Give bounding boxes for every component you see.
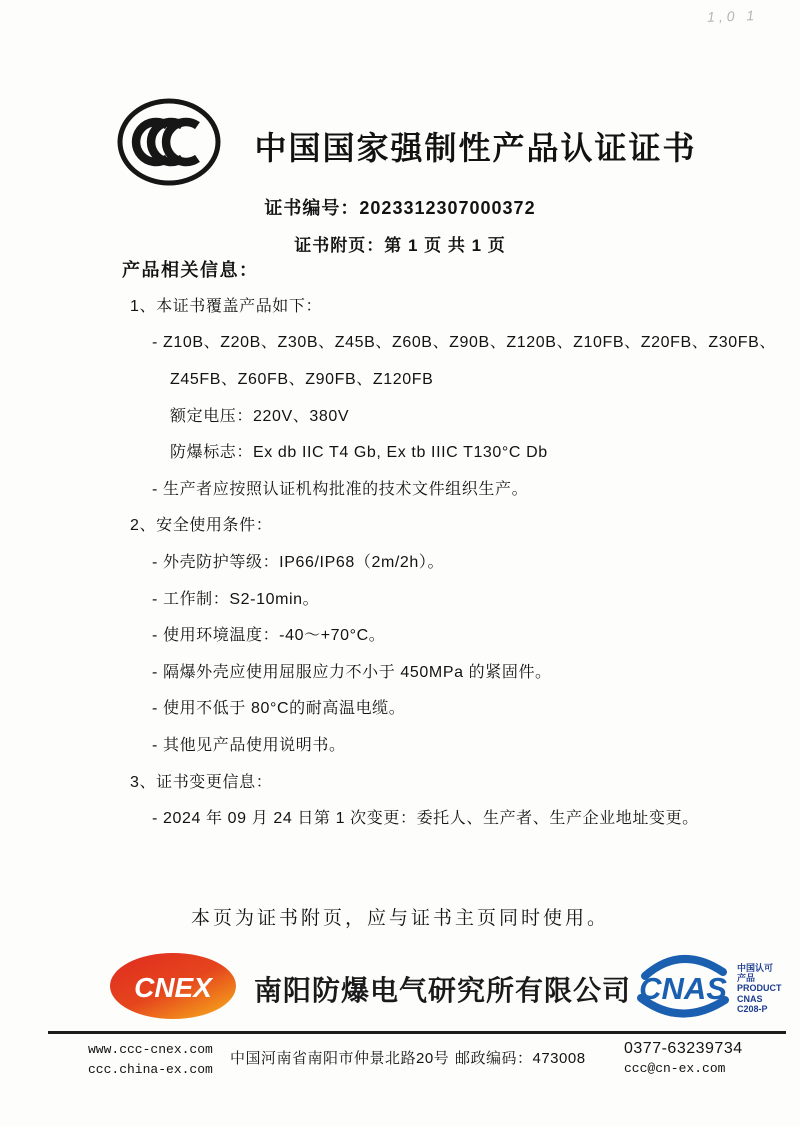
svg-text:CNEX: CNEX — [134, 972, 212, 1003]
handwritten-corner-mark: 1,0 1 — [706, 7, 759, 25]
body-line: - 其他见产品使用说明书。 — [152, 736, 346, 754]
body-line: Z45FB、Z60FB、Z90FB、Z120FB — [170, 370, 434, 388]
svg-text:CNAS: CNAS — [639, 971, 727, 1006]
cnas-caption-line: 中国认可 — [737, 962, 774, 973]
body-line: 2、安全使用条件： — [130, 517, 273, 535]
body-line: 3、证书变更信息： — [130, 773, 273, 791]
company-name: 南阳防爆电气研究所有限公司 — [254, 974, 632, 1006]
header — [116, 96, 705, 195]
footer-contact — [624, 1038, 743, 1079]
body-line: - 隔爆外壳应使用屈服应力不小于 450MPa 的紧固件。 — [152, 663, 552, 681]
body-line: - Z10B、Z20B、Z30B、Z45B、Z60B、Z90B、Z120B、Z10FB、Z20FB、Z30FB、 — [152, 334, 777, 352]
body-line: - 使用环境温度：-40～+70°C。 — [152, 627, 386, 645]
body-line: 1、本证书覆盖产品如下： — [130, 297, 323, 315]
cnas-caption-line: CNAS C208-P — [737, 993, 768, 1015]
cnas-logo — [631, 950, 782, 1027]
body-line: 防爆标志：Ex db IIC T4 Gb, Ex tb IIIC T130°C Db — [170, 444, 548, 462]
cnex-logo-icon — [108, 951, 238, 1026]
footer — [0, 1038, 800, 1098]
cnas-logo-icon — [631, 950, 735, 1027]
footer-postal-code: 邮政编码：473008 — [455, 1050, 586, 1067]
cnas-caption — [737, 963, 782, 1015]
website-primary: www.ccc-cnex.com — [88, 1042, 213, 1057]
footer-email: ccc@cn-ex.com — [624, 1061, 726, 1077]
document-title: 中国国家强制性产品认证证书 — [254, 129, 697, 166]
footer-websites — [88, 1040, 213, 1080]
certificate-number: 证书编号：2023312307000372 — [264, 198, 536, 218]
footer-divider — [48, 1031, 786, 1034]
body-line: - 外壳防护等级：IP66/IP68（2m/2h）。 — [152, 553, 445, 571]
cnas-caption-line: 产品 — [737, 972, 756, 983]
body-line: - 生产者应按照认证机构批准的技术文件组织生产。 — [152, 480, 529, 498]
footer-address: 中国河南省南阳市仲景北路20号 — [230, 1050, 450, 1067]
attachment-note: 本页为证书附页，应与证书主页同时使用。 — [190, 908, 609, 929]
body-line: - 2024 年 09 月 24 日第 1 次变更：委托人、生产者、生产企业地址变更。 — [152, 810, 699, 828]
ccc-logo-icon — [116, 96, 222, 195]
body-line: 额定电压：220V、380V — [170, 407, 350, 425]
footer-phone: 0377-63239734 — [624, 1040, 743, 1057]
certificate-page-info: 证书附页：第 1 页 共 1 页 — [294, 236, 506, 255]
body-line: - 使用不低于 80°C的耐高温电缆。 — [152, 700, 406, 718]
product-info-section — [0, 256, 800, 835]
website-secondary: ccc.china-ex.com — [88, 1062, 213, 1078]
issuer-row — [108, 950, 782, 1027]
section-heading: 产品相关信息： — [122, 260, 259, 280]
cnas-caption-line: PRODUCT — [737, 983, 782, 994]
body-line: - 工作制：S2-10min。 — [152, 590, 320, 608]
